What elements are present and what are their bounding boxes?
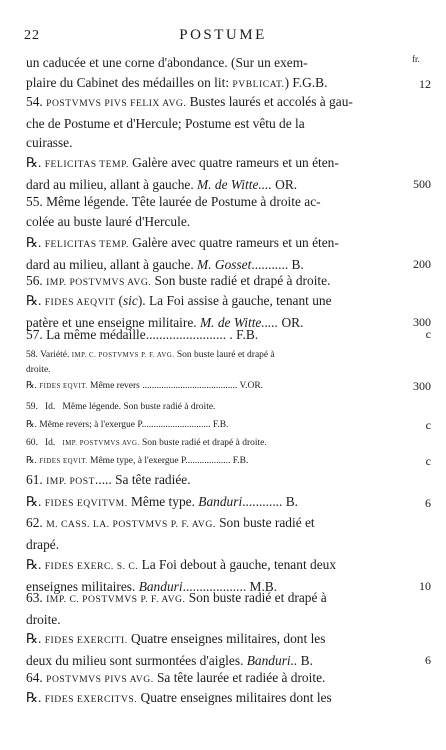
- price-value: 200: [413, 256, 431, 271]
- source-reference: Banduri: [198, 494, 243, 509]
- page-number: 22: [24, 28, 40, 43]
- entry-text: ℞.: [26, 557, 45, 572]
- entry-text: ) F.G.B.: [284, 74, 328, 90]
- entry-text: ℞.: [26, 690, 45, 705]
- entry-text: ℞.: [26, 381, 40, 391]
- price-value: 500: [413, 176, 431, 191]
- entry-line: [26, 92, 400, 114]
- coin-legend: FIDES EXERCITI.: [44, 635, 128, 646]
- price-value: 300: [413, 314, 431, 329]
- coin-legend: FIDES EQVITVM.: [44, 498, 128, 509]
- coin-legend: FIDES EXERC. S. C.: [44, 561, 139, 572]
- entry-text: 62.: [26, 515, 47, 530]
- entry-text: patère et une enseigne militaire.: [26, 314, 200, 330]
- catalogue-entry: [26, 418, 431, 433]
- price-value: 6: [425, 496, 431, 510]
- entry-text: Son buste radié et: [215, 515, 315, 530]
- entry-text: Bustes laurés et accolés à gau-: [186, 94, 353, 109]
- entry-line: [26, 513, 400, 535]
- coin-legend: IMP. POST: [46, 476, 95, 487]
- source-reference: Banduri..: [246, 652, 298, 668]
- entry-text: Galère avec quatre rameurs et un éten-: [128, 235, 339, 250]
- coin-legend: M. CASS. LA. POSTVMVS P. F. AVG.: [46, 519, 216, 530]
- entry-line: [26, 379, 400, 394]
- entry-line: [26, 363, 400, 378]
- catalogue-entry: [26, 688, 400, 710]
- entry-line: [26, 454, 400, 469]
- catalogue-entry: [26, 588, 400, 629]
- entry-text: ). La Foi assise à gauche, tenant une: [137, 293, 332, 308]
- price-value: 6: [425, 652, 431, 667]
- catalogue-entry: [26, 325, 431, 345]
- entry-text: Quatre enseignes militaires, dont les: [127, 631, 326, 646]
- catalogue-entry: [26, 629, 431, 670]
- entry-text: Son buste radié et drapé à: [185, 590, 327, 605]
- coin-legend: IMP. C. POSTVMVS P. F. AVG.: [71, 352, 175, 359]
- coin-legend: IMP. POSTVMVS AVG.: [46, 277, 152, 288]
- entry-text: droite.: [26, 365, 51, 375]
- source-reference: M. Gosset: [197, 256, 252, 272]
- entry-text: enseignes militaires.: [26, 578, 139, 594]
- price-column-label: fr.: [412, 54, 420, 64]
- entry-line: [26, 418, 400, 433]
- source-reference: Banduri: [138, 578, 183, 594]
- coin-legend: FIDES EXERCITVS.: [44, 694, 138, 705]
- entry-text: ................... M.B.: [182, 578, 278, 594]
- entry-text: 58. Variété.: [26, 350, 72, 360]
- catalogue-entry: [26, 470, 400, 492]
- coin-legend: FIDES EQVIT.: [39, 383, 88, 390]
- entry-line: [26, 668, 400, 690]
- coin-legend: POSTVMVS PIVS AVG.: [46, 674, 154, 685]
- entry-text: ℞.: [26, 235, 45, 250]
- source-reference: M. de Witte.....: [200, 314, 279, 330]
- entry-line: [26, 610, 400, 630]
- entry-line: [26, 588, 400, 610]
- entry-text: B.: [297, 652, 313, 668]
- price-value: 10: [419, 578, 431, 593]
- entry-text: ℞. Même revers; à l'exergue P............................. F.B.: [26, 420, 229, 430]
- catalogue-entry: [26, 668, 400, 690]
- catalogue-entry: [26, 192, 400, 231]
- entry-text: ........... B.: [251, 256, 304, 272]
- entry-line: [26, 535, 400, 555]
- entry-text: Son buste radié et drapé à droite.: [151, 273, 331, 288]
- entry-text: cuirasse.: [26, 135, 73, 150]
- price-value: c: [425, 454, 431, 468]
- entry-text: ℞.: [26, 631, 45, 646]
- catalogue-entry: [26, 153, 431, 194]
- entry-text: ..... Sa tête radiée.: [95, 472, 191, 487]
- catalogue-entry: [26, 271, 400, 293]
- entry-text: 55. Même légende. Tête laurée de Postume à droite ac-: [26, 194, 321, 209]
- entry-text: 61.: [26, 472, 47, 487]
- catalogue-entry: [26, 513, 400, 554]
- coin-legend: FELICITAS TEMP.: [44, 159, 129, 170]
- price-value: 300: [413, 379, 431, 393]
- entry-line: [26, 555, 400, 577]
- entry-text: deux du milieu sont surmontées d'aigles.: [26, 652, 247, 668]
- entry-text: ℞.: [26, 494, 45, 509]
- entry-text: colée au buste lauré d'Hercule.: [26, 213, 191, 229]
- entry-text: Sa tête laurée et radiée à droite.: [153, 670, 326, 685]
- source-reference: sic: [122, 293, 138, 308]
- entry-line: [26, 153, 400, 175]
- entry-text: ℞.: [26, 155, 45, 170]
- running-head: POSTUME: [179, 27, 267, 43]
- entry-line: [26, 325, 400, 345]
- entry-line: [26, 212, 400, 232]
- coin-legend: POSTVMVS PIVS FELIX AVG.: [46, 98, 187, 109]
- entry-text: dard au milieu, allant à gauche.: [26, 256, 198, 272]
- catalogue-entry: [26, 400, 400, 415]
- entry-text: 59. Id. Même légende. Son buste radié à droite.: [26, 402, 216, 412]
- entry-line: [26, 291, 400, 313]
- coin-legend: IMP. C. POSTVMVS P. F. AVG.: [46, 594, 186, 605]
- coin-legend: PVBLICAT.: [232, 78, 285, 90]
- entry-line: [26, 192, 400, 212]
- entry-text: ℞.: [26, 456, 40, 466]
- entry-line: [26, 688, 400, 710]
- entry-text: drapé.: [26, 536, 60, 552]
- entry-text: dard au milieu, allant à gauche.: [26, 176, 198, 192]
- entry-line: [26, 436, 400, 451]
- entry-text: OR.: [271, 176, 298, 192]
- entry-text: Même type, à l'exergue P................... F.B.: [87, 456, 249, 466]
- entry-text: Quatre enseignes militaires dont les: [137, 690, 332, 705]
- entry-line: [26, 348, 400, 363]
- entry-text: (: [115, 293, 123, 308]
- entry-line: [26, 271, 400, 293]
- entry-line: [26, 629, 400, 651]
- catalogue-entry: [26, 492, 431, 514]
- coin-legend: FIDES AEQVIT: [44, 297, 116, 308]
- coin-legend: IMP. POSTVMVS AVG.: [62, 440, 140, 447]
- catalogue-entry: [26, 436, 400, 451]
- entry-text: 54.: [26, 94, 47, 109]
- source-reference: M. de Witte....: [197, 176, 272, 192]
- catalogue-entry: [26, 348, 400, 378]
- entry-text: Même type.: [127, 494, 199, 509]
- entry-text: Même revers ........................................ V.OR.: [87, 381, 264, 391]
- entry-line: [26, 492, 400, 514]
- catalogue-entry: [26, 233, 431, 274]
- coin-legend: FIDES EQVIT.: [39, 458, 88, 465]
- entry-text: 56.: [26, 273, 47, 288]
- entry-text: un caducée et une corne d'abondance. (Sur un exem-: [26, 55, 308, 70]
- price-value: c: [425, 418, 431, 432]
- entry-line: [26, 53, 400, 73]
- entry-line: [26, 470, 400, 492]
- entry-text: 57. La même médaille........................ . F.B.: [26, 327, 259, 342]
- entry-text: Galère avec quatre rameurs et un éten-: [128, 155, 339, 170]
- entry-text: plaire du Cabinet des médailles on lit:: [26, 74, 233, 90]
- catalogue-entry: [26, 92, 400, 153]
- entry-text: 63.: [26, 590, 47, 605]
- entry-line: [26, 114, 400, 134]
- entry-text: Son buste lauré et drapé à: [174, 350, 275, 360]
- entry-text: 64.: [26, 670, 47, 685]
- catalogue-entry: [26, 454, 431, 469]
- entry-text: 60. Id.: [26, 438, 63, 448]
- entry-line: [26, 400, 400, 415]
- entry-text: droite.: [26, 611, 61, 627]
- coin-legend: FELICITAS TEMP.: [44, 239, 129, 250]
- entry-text: che de Postume et d'Hercule; Postume est vêtu de la: [26, 115, 305, 131]
- entry-line: [26, 133, 400, 153]
- entry-line: [26, 233, 400, 255]
- entry-text: Son buste radié et drapé à droite.: [139, 438, 267, 448]
- catalogue-entry: [26, 379, 431, 394]
- price-value: 12: [419, 76, 431, 91]
- entry-text: ............ B.: [242, 494, 299, 509]
- entry-text: OR.: [278, 314, 304, 330]
- price-value: c: [425, 327, 431, 341]
- entry-text: ℞.: [26, 293, 45, 308]
- entry-text: La Foi debout à gauche, tenant deux: [138, 557, 337, 572]
- entry-line: [26, 73, 400, 95]
